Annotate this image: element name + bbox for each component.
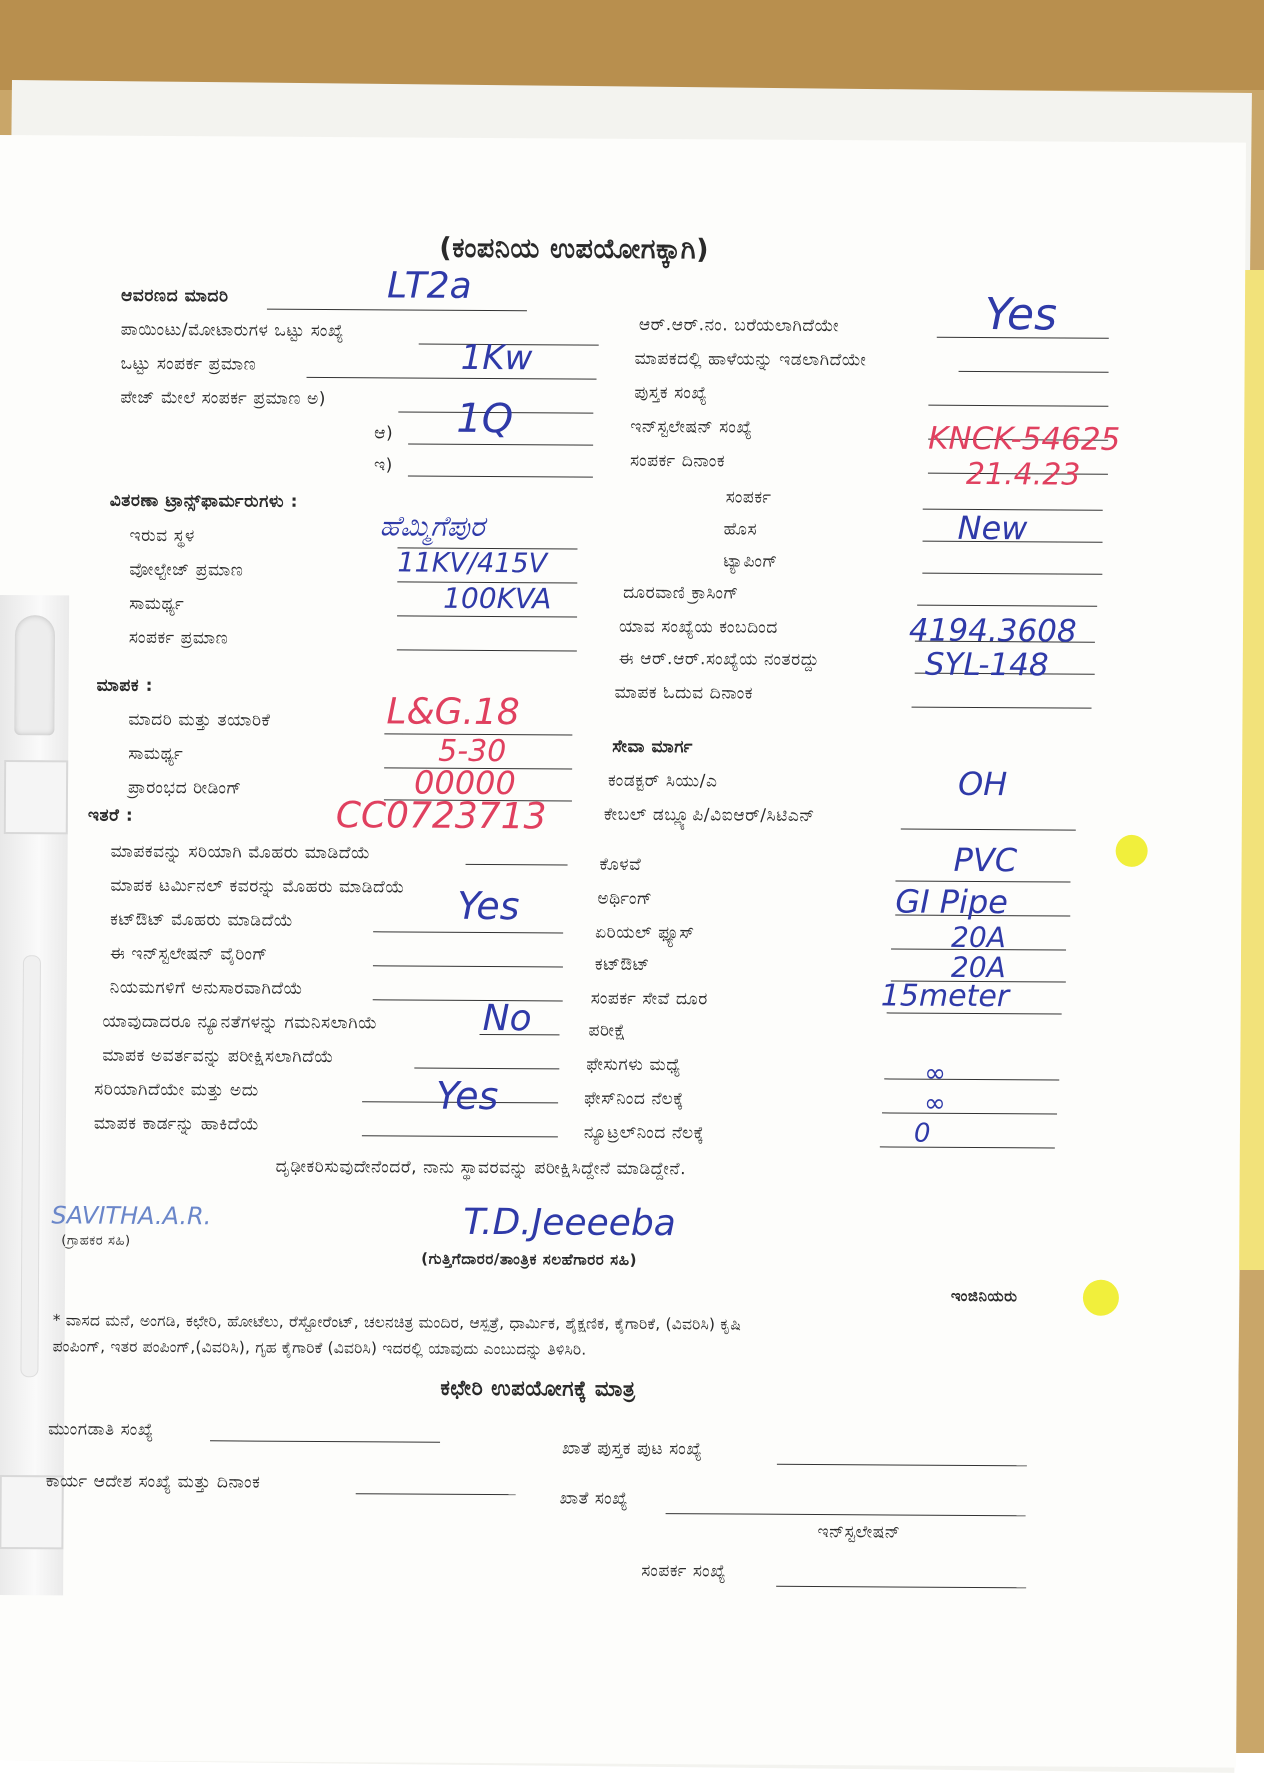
- field-line: [928, 405, 1108, 407]
- label-new: ಹೊಸ: [723, 519, 758, 540]
- label-work-order: ಕಾರ್ಯ ಆದೇಶ ಸಂಖ್ಯೆ ಮತ್ತು ದಿನಾಂಕ: [45, 1471, 261, 1493]
- hw-new: New: [957, 508, 1028, 548]
- form-title: (ಕಂಪನಿಯ ಉಪಯೋಗಕ್ಕಾಗಿ): [439, 232, 710, 266]
- field-line: [267, 309, 527, 312]
- hw-cutout: 20A: [950, 950, 1006, 985]
- label-rules: ನಿಯಮಗಳಿಗೆ ಅನುಸಾರವಾಗಿದೆಯೆ: [109, 977, 304, 999]
- label-connected-load: ಸಂಪರ್ಕ ಪ್ರಮಾಣ: [128, 627, 229, 649]
- binder-knob: [14, 615, 55, 735]
- label-make: ಮಾದರಿ ಮತ್ತು ತಯಾರಿಕೆ: [128, 709, 271, 731]
- hw-aerial-fuse: 20A: [951, 920, 1007, 955]
- label-correct: ಸರಿಯಾಗಿದೆಯೇ ಮತ್ತು ಅದು: [94, 1079, 259, 1101]
- hw-contractor-signature: T.D.Jeeeeba: [463, 1201, 676, 1245]
- label-connection-no: ಸಂಪರ್ಕ ಸಂಖ್ಯೆ: [641, 1560, 727, 1582]
- label-meter-book: ಮಾಪಕದಲ್ಲಿ ಹಾಳೆಯನ್ನು ಇಡಲಾಗಿದೆಯೇ: [634, 348, 867, 371]
- label-meter-card: ಮಾಪಕ ಕಾರ್ಡನ್ನು ಹಾಕಿದೆಯೆ: [93, 1113, 260, 1135]
- note-line-1: * ವಾಸದ ಮನೆ, ಅಂಗಡಿ, ಕಛೇರಿ, ಹೋಟೆಲು, ರೆಸ್ಟೋರೆಂಟ್, ಚಲನಚಿತ್ರ ಮಂದಿರ, ಆಸ್ಪತ್ರೆ, ಧಾರ್ಮಿಕ, ಶೈಕ್ಷಣಿಕ, ಕೈಗಾರಿಕೆ, (ವಿವರಿಸಿ) ಕೃಷಿ: [52, 1311, 742, 1334]
- hw-phase-earth-2: ∞: [924, 1088, 946, 1119]
- binder-clip-top: [4, 760, 68, 834]
- hw-after-rr: SYL-148: [924, 646, 1049, 684]
- hw-capacity: 100KVA: [443, 581, 552, 616]
- hw-meter-serial: CC0723713: [335, 795, 547, 838]
- label-pipe: ಕೊಳವೆ: [599, 854, 642, 875]
- office-use-title: ಕಛೇರಿ ಉಪಯೋಗಕ್ಕೆ ಮಾತ್ರ: [440, 1375, 636, 1401]
- hw-service-distance: 15meter: [880, 978, 1010, 1015]
- label-connection-date: ಸಂಪರ್ಕ ದಿನಾಂಕ: [629, 450, 726, 472]
- binder-slot: [20, 955, 41, 1377]
- certify-statement: ದೃಢೀಕರಿಸುವುದೇನೆಂದರೆ, ನಾನು ಸ್ಥಾವರವನ್ನು ಪರೀಕ್ಷಿಸಿದ್ದೇನೆ ಮಾಡಿದ್ದೇನೆ.: [275, 1156, 687, 1180]
- label-ledger-page: ಖಾತೆ ಪುಸ್ತಕ ಪುಟ ಸಂಖ್ಯೆ: [561, 1438, 703, 1460]
- field-line: [884, 1078, 1059, 1080]
- owner-sign-label: (ಗ್ರಾಹಕರ ಸಹಿ): [61, 1233, 131, 1249]
- field-line: [373, 931, 563, 933]
- punch-dot: [1116, 835, 1148, 867]
- label-cutout-sealed: ಕಟ್‌ಔಟ್ ಮೊಹರು ಮಾಡಿದೆಯೆ: [110, 909, 294, 931]
- field-line: [882, 1112, 1057, 1114]
- field-line: [666, 1513, 1026, 1516]
- label-reading-date: ಮಾಪಕ ಓದುವ ದಿನಾಂಕ: [614, 682, 754, 704]
- label-total-load: ಒಟ್ಟು ಸಂಪರ್ಕ ಪ್ರಮಾಣ: [120, 353, 257, 375]
- hw-initial-reading: 00000: [413, 763, 516, 803]
- hw-meter-capacity: 5-30: [438, 733, 507, 770]
- label-service-route: ಸೇವಾ ಮಾರ್ಗ: [612, 736, 693, 758]
- label-meter: ಮಾಪಕ :: [96, 675, 154, 696]
- field-line: [210, 1440, 440, 1442]
- label-voltage: ವೋಲ್ಟೇಜ್ ಪ್ರಮಾಣ: [129, 559, 244, 581]
- field-line: [397, 615, 577, 617]
- label-meter-capacity: ಸಾಮರ್ಥ್ಯ: [128, 743, 184, 765]
- field-line: [912, 707, 1092, 709]
- label-phase-earth: ಫೇಸ್‌ನಿಂದ ನೆಲಕ್ಕೆ: [584, 1088, 684, 1110]
- label-installation: ಇನ್‌ಸ್ಟಲೇಷನ್: [817, 1522, 901, 1543]
- label-pole-no: ಯಾವ ಸಂಖ್ಯೆಯ ಕಂಬದಿಂದ: [618, 616, 778, 638]
- field-line: [408, 475, 593, 477]
- hw-phase-a: 1Q: [456, 395, 514, 443]
- label-phase-b: ಆ): [374, 423, 394, 444]
- field-line: [901, 829, 1076, 831]
- label-defects: ಯಾವುದಾದರೂ ನ್ಯೂನತೆಗಳನ್ನು ಗಮನಿಸಲಾಗಿಯೆ: [102, 1011, 378, 1034]
- label-between-phases: ಫೇಸುಗಳು ಮಧ್ಯೆ: [586, 1054, 681, 1076]
- label-phone-crossing: ದೂರವಾಣಿ ಕ್ರಾಸಿಂಗ್: [623, 582, 739, 604]
- label-tapping: ಟ್ಯಾಪಿಂಗ್: [723, 551, 778, 572]
- label-phase-c: ಇ): [373, 455, 393, 476]
- field-line: [922, 573, 1102, 575]
- label-cable: ಕೇಬಲ್ ಡಬ್ಲ್ಯೂಪಿ/ವಿಐಆರ್/ಸಿಟಿಎನ್: [603, 804, 816, 826]
- label-neutral-earth: ನ್ಯೂಟ್ರಲ್‌ನಿಂದ ನೆಲಕ್ಕೆ: [583, 1122, 705, 1144]
- contractor-sign-label: (ಗುತ್ತಿಗೆದಾರರ/ತಾಂತ್ರಿಕ ಸಲಹೆಗಾರರ ಸಹಿ): [421, 1249, 638, 1269]
- label-cutout: ಕಟ್‌ಔಟ್: [594, 954, 650, 975]
- hw-cover-type: LT2a: [386, 265, 472, 307]
- hw-make: L&G.18: [386, 691, 520, 734]
- label-location: ಇರುವ ಸ್ಥಳ: [129, 525, 195, 547]
- label-rotation: ಮಾಪಕ ಅವರ್ತವನ್ನು ಪರೀಕ್ಷಿಸಲಾಗಿದೆಯೆ: [102, 1045, 335, 1068]
- field-line: [373, 965, 563, 967]
- field-line: [362, 1135, 558, 1137]
- label-wiring: ಈ ಇನ್‌ಸ್ಟಲೇಷನ್ ವೈರಿಂಗ್: [109, 943, 268, 965]
- hw-pole-no: 4194.3608: [908, 612, 1077, 650]
- label-rr-written: ಆರ್.ಆರ್.ನಂ. ಬರೆಯಲಾಗಿದೆಯೇ: [638, 314, 840, 337]
- hw-earthing: GI Pipe: [895, 882, 1009, 922]
- field-line: [466, 864, 568, 866]
- hw-sealed-yes: Yes: [457, 883, 520, 929]
- hw-phase-earth-1: ∞: [924, 1058, 947, 1089]
- label-phase-load: ಪೇಜ್ ಮೇಲೆ ಸಂಪರ್ಕ ಪ್ರಮಾಣ ಅ): [120, 387, 327, 409]
- field-line: [880, 1146, 1055, 1148]
- hw-defects: No: [482, 997, 532, 1040]
- label-receipt-no: ಮುಂಗಡಾತಿ ಸಂಖ್ಯೆ: [48, 1419, 154, 1440]
- hw-neutral-earth: 0: [913, 1118, 931, 1149]
- hw-conductor: OH: [957, 764, 1008, 804]
- label-cover-type: ಆವರಣದ ಮಾದರಿ: [120, 285, 229, 307]
- label-account-no: ಖಾತೆ ಸಂಖ್ಯೆ: [559, 1488, 629, 1509]
- label-points-total: ಪಾಯಿಂಟು/ಮೋಟಾರುಗಳ ಒಟ್ಟು ಸಂಖ್ಯೆ: [120, 319, 345, 342]
- label-book-no: ಪುಸ್ತಕ ಸಂಖ್ಯೆ: [634, 382, 708, 404]
- label-service-distance: ಸಂಪರ್ಕ ಸೇವೆ ದೂರ: [590, 988, 708, 1010]
- note-line-2: ಪಂಪಿಂಗ್, ಇತರ ಪಂಪಿಂಗ್,(ವಿವರಿಸಿ), ಗೃಹ ಕೈಗಾರಿಕೆ (ವಿವರಿಸಿ) ಇದರಲ್ಲಿ ಯಾವುದು ಎಂಬುದನ್ನು ತಿಳಿಸಿರಿ.: [52, 1337, 587, 1359]
- binder-clip: [0, 595, 69, 1595]
- field-line: [373, 999, 563, 1001]
- engineer-label: ಇಂಜಿನಿಯರು: [950, 1286, 1018, 1306]
- field-line: [397, 649, 577, 651]
- hw-rr-yes: Yes: [984, 289, 1058, 341]
- label-capacity: ಸಾಮರ್ಥ್ಯ: [129, 593, 185, 615]
- label-terminal-sealed: ಮಾಪಕ ಟರ್ಮಿನಲ್ ಕವರನ್ನು ಮೊಹರು ಮಾಡಿದೆಯೆ: [110, 875, 405, 898]
- field-line: [307, 377, 597, 380]
- hw-installation-no: KNCK-54625: [928, 420, 1121, 458]
- hw-connection-date: 21.4.23: [965, 456, 1081, 493]
- label-sealed: ಮಾಪಕವನ್ನು ಸರಿಯಾಗಿ ಮೊಹರು ಮಾಡಿದೆಯೆ: [110, 841, 371, 864]
- label-connection: ಸಂಪರ್ಕ: [725, 487, 772, 508]
- hw-pipe: PVC: [953, 840, 1018, 880]
- field-line: [414, 1068, 559, 1070]
- label-test: ಪರೀಕ್ಷೆ: [588, 1020, 627, 1041]
- hw-card-yes: Yes: [436, 1073, 499, 1119]
- field-line: [408, 443, 593, 445]
- punch-dot: [1083, 1280, 1119, 1316]
- label-conductor: ಕಂಡಕ್ಟರ್ ಸಿಯು/ಎ: [608, 770, 718, 792]
- label-initial-reading: ಪ್ರಾರಂಭದ ರೀಡಿಂಗ್: [127, 777, 242, 799]
- hw-voltage: 11KV/415V: [397, 547, 548, 580]
- hw-location: ಹೆಮ್ಮಿಗೆಪುರ: [379, 509, 485, 543]
- field-line: [776, 1586, 1026, 1589]
- form-page: [0, 135, 1246, 1768]
- label-earthing: ಅರ್ಥಿಂಗ್: [597, 888, 653, 909]
- field-line: [959, 371, 1109, 373]
- hw-total-load: 1Kw: [460, 337, 533, 379]
- label-other: ಇತರೆ :: [87, 805, 134, 826]
- field-line: [917, 605, 1097, 607]
- hw-customer-name: SAVITHA.A.R.: [51, 1201, 212, 1231]
- label-after-rr: ಈ ಆರ್.ಆರ್.ಸಂಖ್ಯೆಯ ನಂತರದ್ದು: [618, 648, 820, 671]
- field-line: [356, 1493, 516, 1495]
- label-installation-no: ಇನ್‌ಸ್ಟಲೇಷನ್ ಸಂಖ್ಯೆ: [630, 416, 753, 438]
- label-transformers: ವಿತರಣಾ ಟ್ರಾನ್ಸ್‌ಫಾರ್ಮರುಗಳು :: [109, 490, 299, 512]
- field-line: [777, 1464, 1027, 1467]
- label-aerial-fuse: ಏರಿಯಲ್ ಫ್ಯೂಸ್: [595, 922, 695, 944]
